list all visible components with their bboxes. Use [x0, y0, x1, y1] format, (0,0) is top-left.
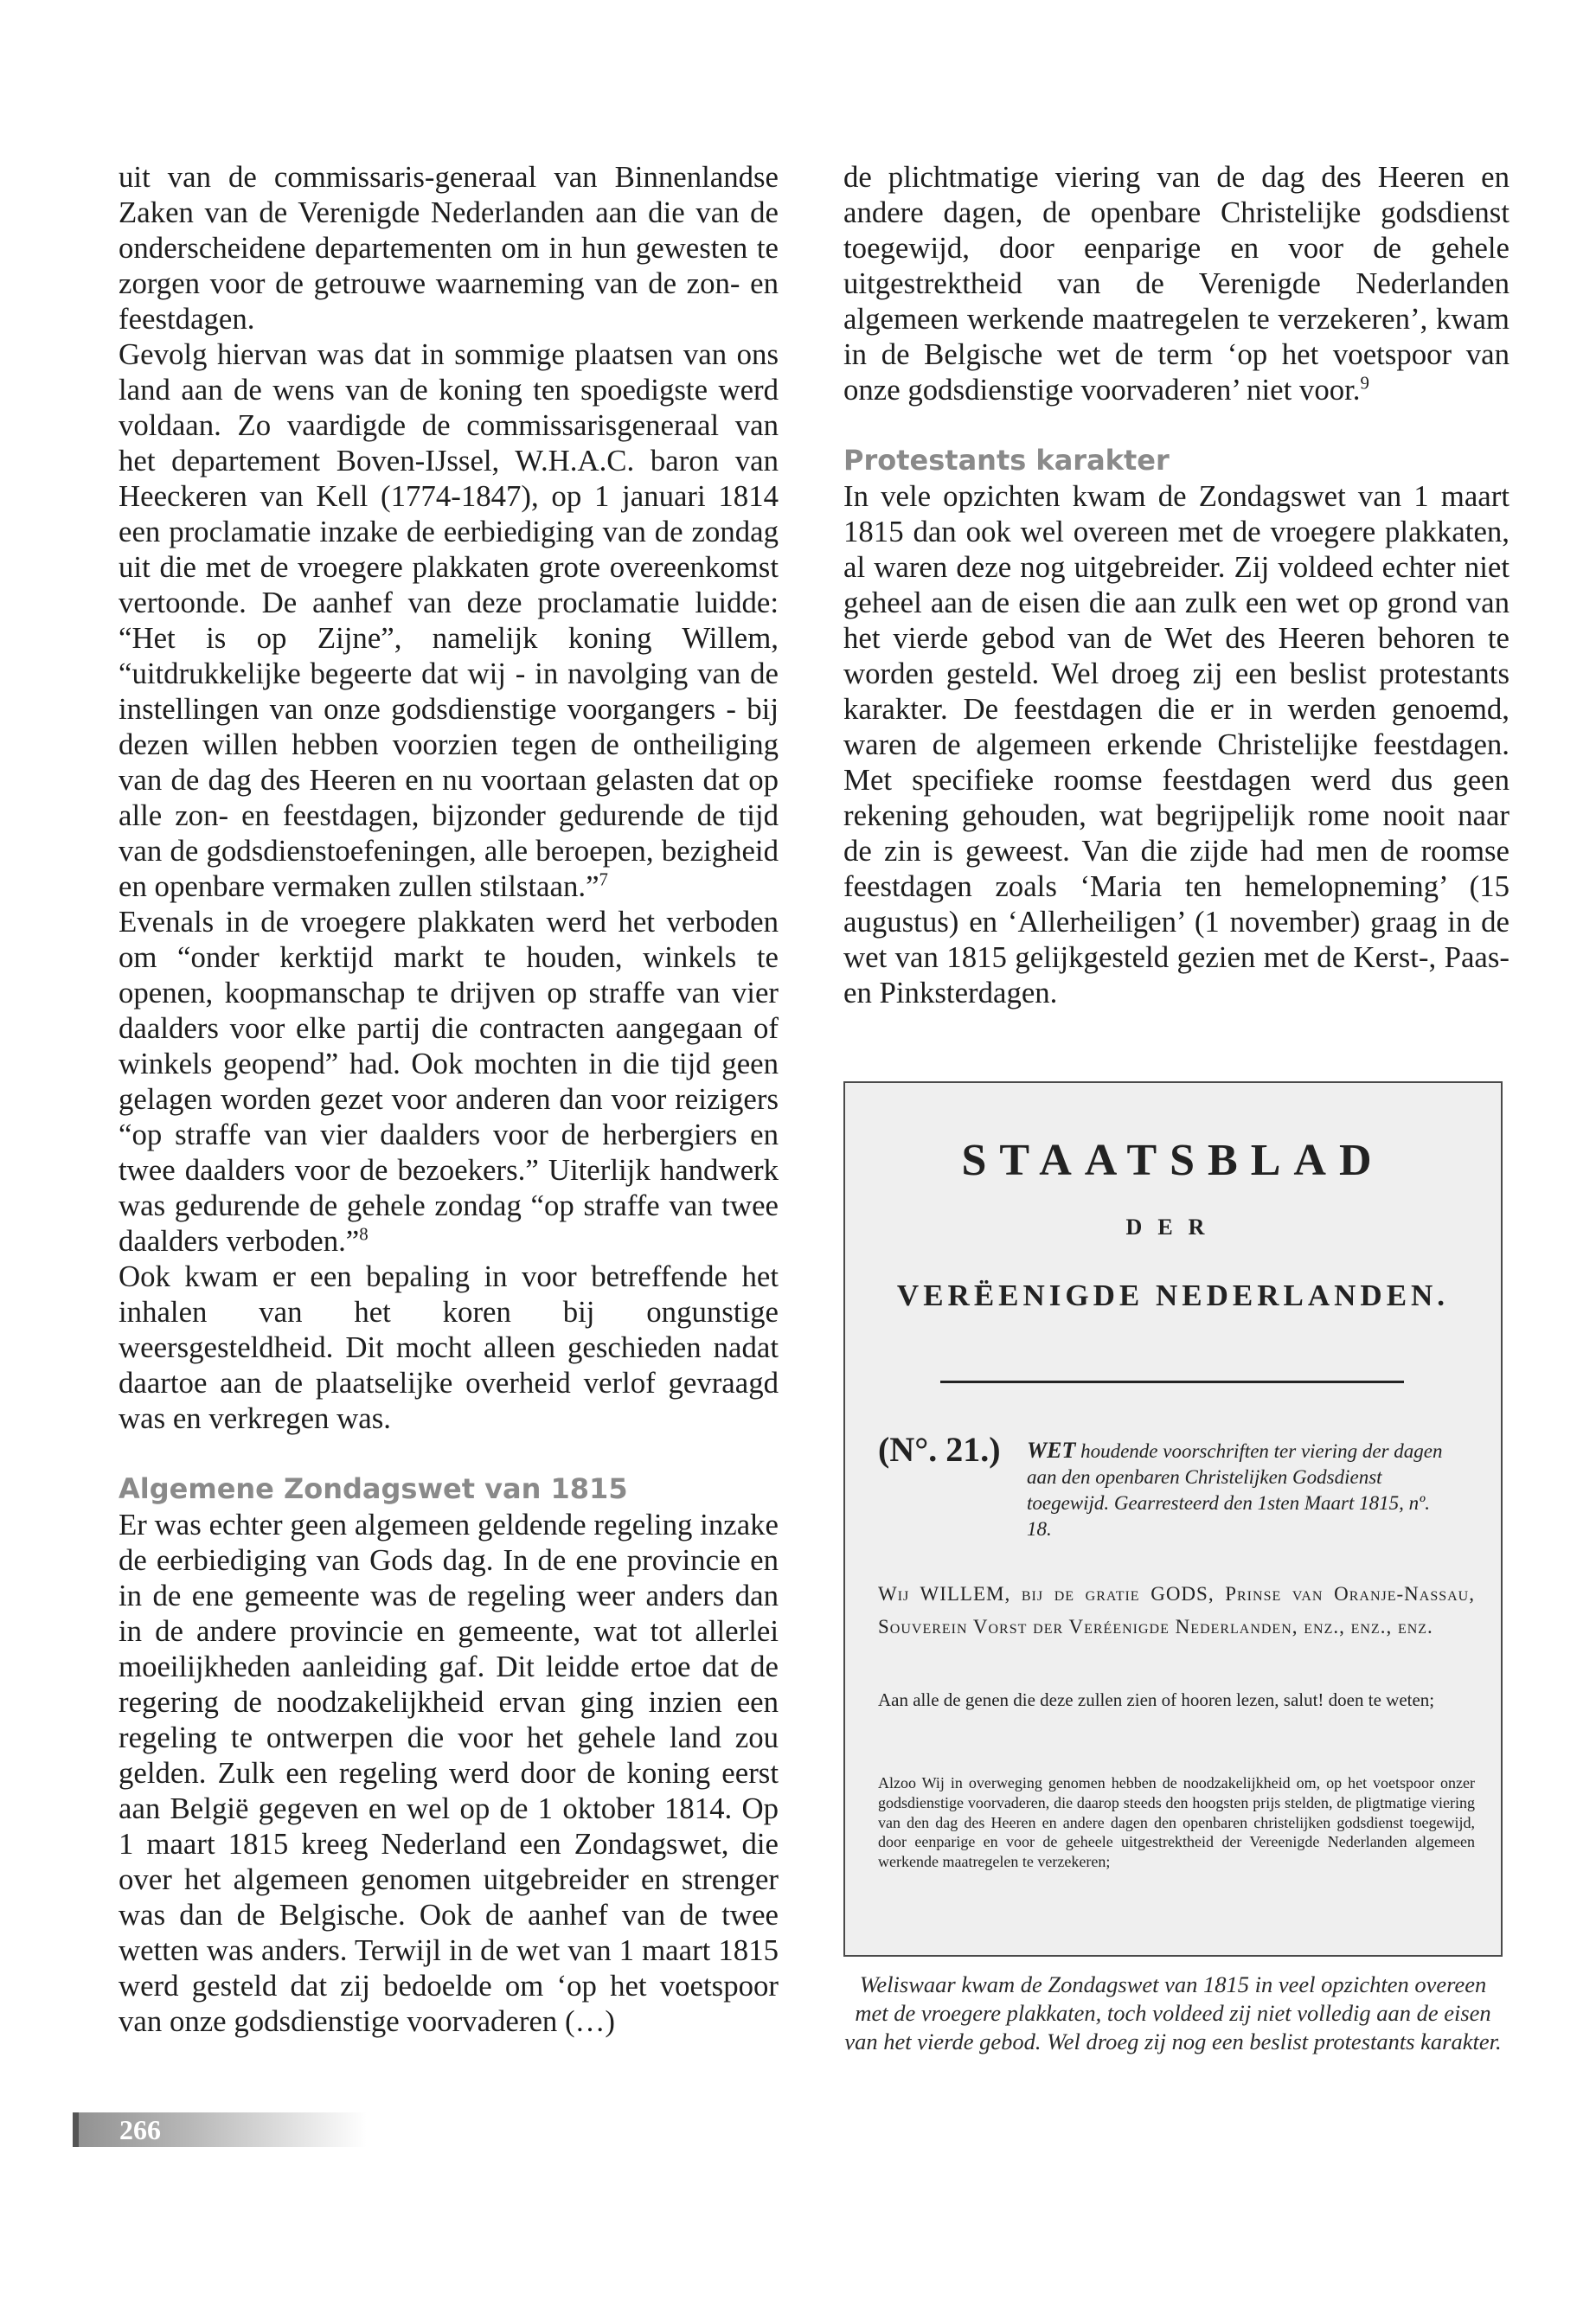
- figure-der: DER: [1125, 1215, 1221, 1240]
- figure-subtitle: VERËENIGDE NEDERLANDEN.: [896, 1279, 1450, 1312]
- paragraph: Er was echter geen algemeen geldende regeling inzake de eerbiediging van Gods dag. In de ene provincie en in de ene gemeente was de regeling weer anders dan in de andere provincie en gemeente, wat tot allerlei moeilijkheden aanleiding gaf. Dit leidde ertoe dat de regering de noodzakelijkheid ervan ging inzien een regeling te ontwerpen die voor het gehele land zou gelden. Zulk een regeling werd door de koning eerst aan België gegeven en wel op de 1 oktober 1814. Op 1 maart 1815 kreeg Nederland een Zondagswet, die over het algemeen genomen uitgebreider en strenger was dan de Belgische. Ook de aanhef van de twee wetten was anders. Terwijl in de wet van 1 maart 1815 werd gesteld dat zij bedoelde om ‘op het voetspoor van onze godsdienstige voorvaderen (…): [119, 1508, 779, 2038]
- figure-title: STAATSBLAD: [961, 1136, 1385, 1185]
- paragraph-text: Gevolg hiervan was dat in sommige plaatsen van ons land aan de wens van de koning ten spoedigste werd voldaan. Zo vaardigde de commissarisgeneraal van het departement Boven-IJssel, W.H.A.C. baron van Heeckeren van Kell (1774-1847), op 1 januari 1814 een proclamatie inzake de eerbiediging van de zondag uit die met de vroegere plakkaten grote overeenkomst vertoonde. De aanhef van deze proclamatie luidde: “Het is op Zijne”, namelijk koning Willem, “uitdrukkelijke begeerte dat wij - in navolging van de instellingen van onze godsdienstige voorgangers - bij dezen willen hebben voorzien tegen de ontheiliging van de dag des Heeren en nu voortaan gelasten dat op alle zon- en feestdagen, bijzonder gedurende de tijd van de godsdienstoefeningen, alle beroepen, bezigheid en openbare vermaken zullen stilstaan.”: [119, 337, 779, 903]
- staatsblad-figure: [843, 1081, 1503, 1957]
- figure-number: (N°. 21.): [878, 1430, 1001, 1469]
- figure-body: Alzoo Wij in overweging genomen hebben de noodzakelijkheid om, op het voetspoor onzer godsdienstige voorvaderen, die daarop steeds den hoogsten prijs stelden, de pligtmatige viering van den dag des Heeren en andere dagen den openbaren christelijken godsdienst toegewijd, door eenparige en voor de geheele uitgestrektheid der Vereenigde Nederlanden algemeen werkende maatregelen te verzekeren;: [878, 1774, 1475, 1871]
- page-number: 266: [119, 2114, 161, 2145]
- figure-caption: Weliswaar kwam de Zondagswet van 1815 in veel opzichten overeen met de vroegere plakkaten, toch voldeed zij niet volledig aan de eisen van het vierde gebod. Wel droeg zij nog een beslist protestants karakter.: [844, 1971, 1502, 2054]
- section-heading: Algemene Zondagswet van 1815: [119, 1472, 628, 1505]
- right-column: [843, 159, 1509, 1010]
- figure-wet-text: houdende voorschriften ter viering der dagen aan den openbaren Christelijken Godsdienst toegewijd. Gearresteerd den 1sten Maart 1815, nº. 18.: [1027, 1440, 1443, 1540]
- page-number-bar: [73, 2112, 79, 2147]
- footnote-marker: 7: [599, 868, 608, 890]
- figure-salutation: Aan alle de genen die deze zullen zien of hooren lezen, salut! doen te weten;: [878, 1689, 1435, 1710]
- paragraph: [843, 159, 1509, 407]
- paragraph: [119, 336, 779, 904]
- paragraph-text: Evenals in de vroegere plakkaten werd het verboden om “onder kerktijd markt te houden, winkels te openen, koopmanschap te drijven op straffe van vier daalders voor elke partij die contracten aangegaan of winkels geopend” had. Ook mochten in die tijd geen gelagen worden gezet voor anderen dan voor reizigers “op straffe van vier daalders voor de herbergiers en twee daalders voor de bezoekers.” Uiterlijk handwerk was gedurende de gehele zondag “op straffe van twee daalders verboden.”: [119, 905, 779, 1258]
- footnote-marker: 9: [1360, 372, 1369, 394]
- figure-willem: Wij WILLEM, bij de gratie GODS, Prinse van Oranje-Nassau, Souverein Vorst der Veréenigde Nederlanden, enz., enz., enz.: [878, 1583, 1475, 1638]
- paragraph: In vele opzichten kwam de Zondagswet van 1 maart 1815 dan ook wel overeen met de vroegere plakkaten, al waren deze nog uitgebreider. Zij voldeed echter niet geheel aan de eisen die aan zulk een wet op grond van het vierde gebod van de Wet des Heeren behoren te worden gesteld. Wel droeg zij een beslist protestants karakter. De feestdagen die er in werden genoemd, waren de algemeen erkende Christelijke feestdagen. Met specifieke roomse feestdagen werd dus geen rekening gehouden, wat begrijpelijk rome nooit naar de zin is geweest. Van die zijde had men de roomse feestdagen zoals ‘Maria ten hemelopneming’ (15 augustus) en ‘Allerheiligen’ (1 november) graag in de wet van 1815 gelijkgesteld gezien met de Kerst-, Paas- en Pinksterdagen.: [843, 479, 1509, 1009]
- figure-wet-heading: [1027, 1438, 1459, 1542]
- paragraph: uit van de commissaris-generaal van Binnenlandse Zaken van de Verenigde Nederlanden aan die van de onderscheidene departementen om in hun gewesten te zorgen voor de getrouwe waarneming van de zon- en feestdagen.: [119, 160, 779, 336]
- figure-wet-word: WET: [1027, 1438, 1076, 1463]
- section-heading: Protestants karakter: [843, 444, 1170, 477]
- page-number-band: [73, 2112, 367, 2147]
- footnote-marker: 8: [359, 1223, 369, 1245]
- figure-divider: [940, 1381, 1404, 1383]
- paragraph: [119, 904, 779, 1259]
- paragraph: Ook kwam er een bepaling in voor betreffende het inhalen van het koren bij ongunstige weersgesteldheid. Dit mocht alleen geschieden nadat daartoe aan de plaatselijke overheid verlof gevraagd was en verkregen was.: [119, 1259, 779, 1435]
- left-column: [119, 159, 779, 2039]
- paragraph-text: de plichtmatige viering van de dag des Heeren en andere dagen, de openbare Christelijke godsdienst toegewijd, door eenparige en voor de gehele uitgestrektheid van de Verenigde Nederlanden algemeen werkende maatregelen te verzekeren’, kwam in de Belgische wet de term ‘op het voetspoor van onze godsdienstige voorvaderen’ niet voor.: [843, 160, 1509, 407]
